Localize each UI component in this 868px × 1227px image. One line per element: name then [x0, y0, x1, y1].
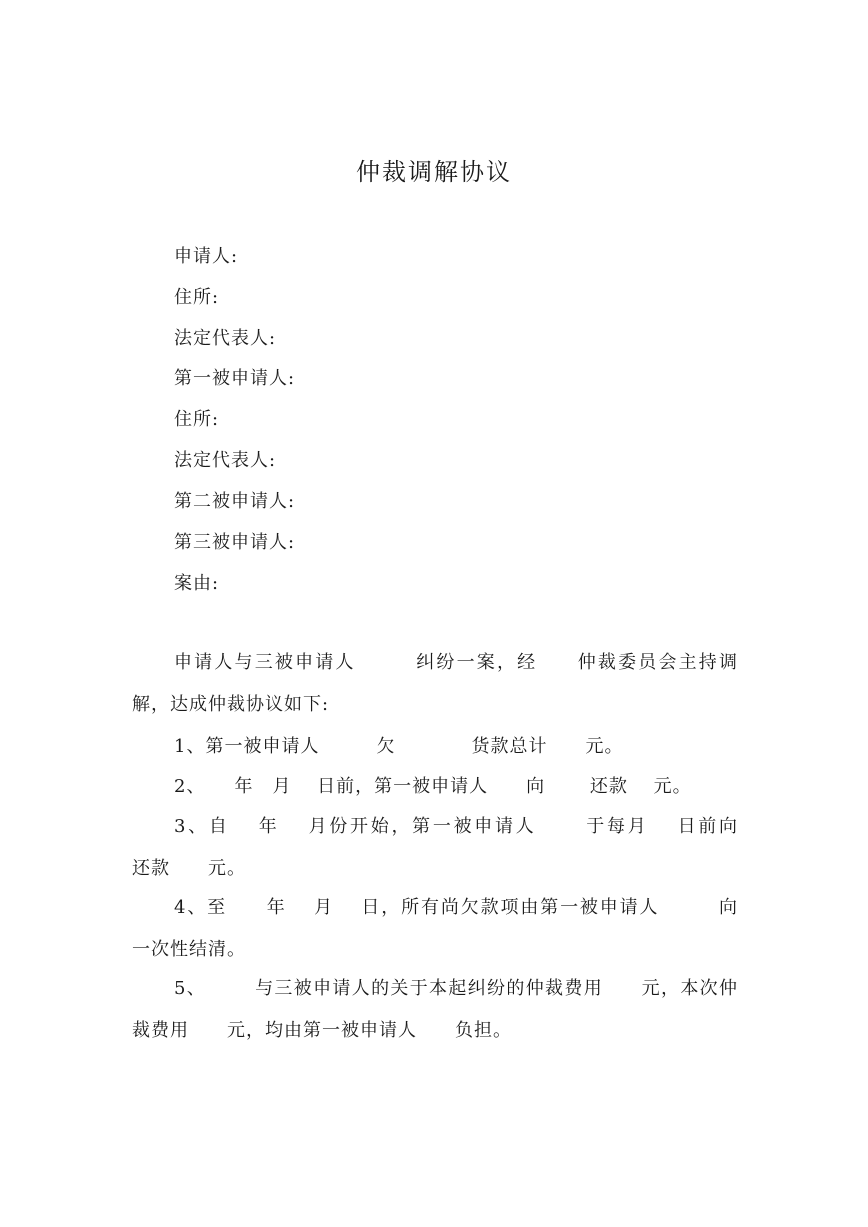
case-cause-label: 案由: — [174, 573, 220, 594]
document-title: 仲裁调解协议 — [356, 158, 512, 186]
intro-paragraph: 申请人与三被申请人 纠纷一案，经 仲裁委员会主持调解，达成仲裁协议如下: — [132, 652, 738, 715]
applicant-label: 申请人: — [174, 246, 239, 267]
applicant-address-label: 住所: — [174, 287, 220, 308]
third-respondent-label: 第三被申请人: — [174, 532, 296, 553]
clause-5: 5、 与三被申请人的关于本起纠纷的仲裁费用 元，本次仲裁费用 元，均由第一被申请人 负担。 — [132, 978, 738, 1041]
first-respondent-address-label: 住所: — [174, 409, 220, 430]
applicant-legal-rep-label: 法定代表人: — [174, 328, 277, 349]
second-respondent-label: 第二被申请人: — [174, 491, 296, 512]
clause-1: 1、第一被申请人 欠 货款总计 元。 — [174, 736, 624, 757]
first-respondent-label: 第一被申请人: — [174, 368, 296, 389]
first-respondent-legal-rep-label: 法定代表人: — [174, 450, 277, 471]
clause-2: 2、 年 月 日前，第一被申请人 向 还款 元。 — [174, 776, 692, 797]
clause-3: 3、自 年 月份开始，第一被申请人 于每月 日前向 还款 元。 — [132, 816, 776, 879]
clause-4: 4、至 年 月 日，所有尚欠款项由第一被申请人 向 一次性结清。 — [132, 897, 776, 960]
